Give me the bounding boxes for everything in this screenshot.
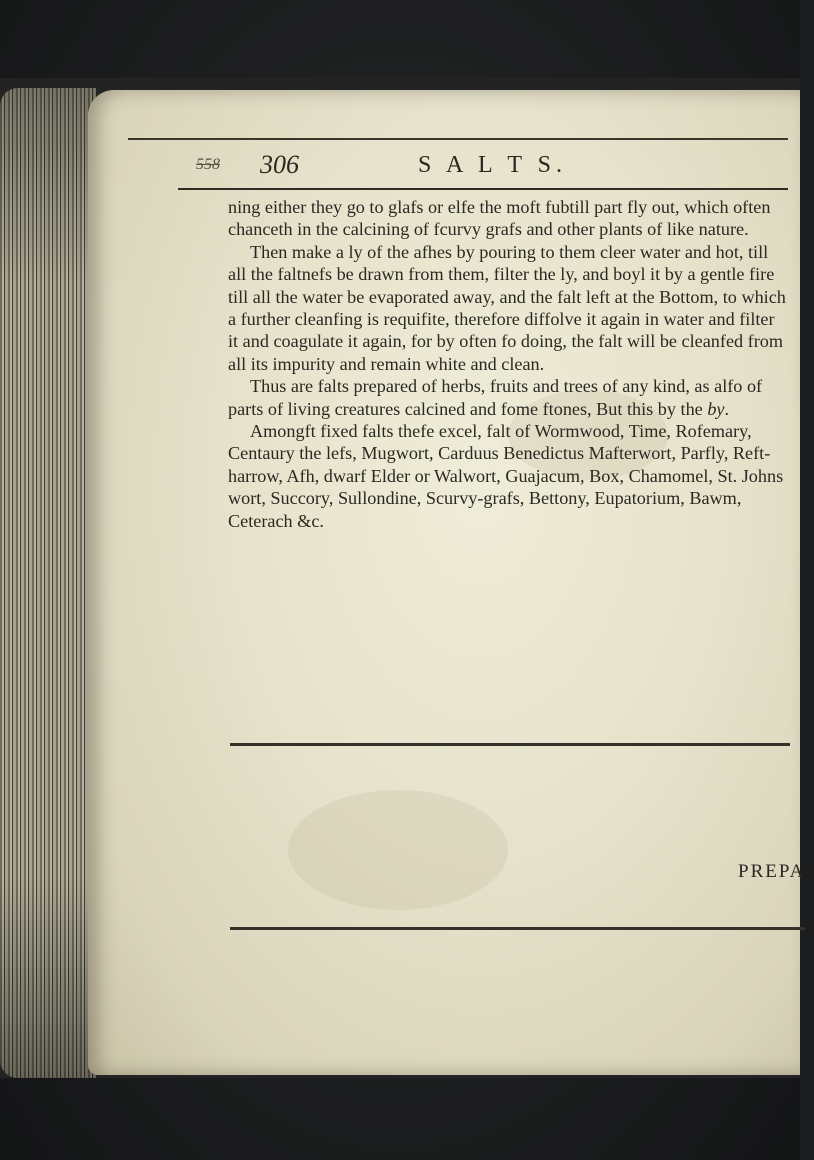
paragraph-4: Amongft fixed falts thefe excel, falt of Wormwood, Time, Rofemary, Centaury the lefs, Mugwort, Carduus Benedictus Mafterwort, Parfly, Reft-harrow, Afh, dwarf Elder or Walwort, Guajacum, Box, Chamomel, St. Johns wort, Succory, Sullondine, Scurvy-grafs, Bettony, Eupatorium, Bawm, Ceterach &c. <box>228 421 784 531</box>
paragraph-2: Then make a ly of the afhes by pouring to them cleer water and hot, till all the faltnefs be drawn from them, filter the ly, and boyl it by a gentle fire till all the water be evaporated away, and the falt left at the Bottom, to which a further cleanfing is requifite, therefore diffolve it again in water and filter it and coagulate it again, for by often fo doing, the falt will be cleanfed from all its impurity and remain white and clean. <box>228 241 786 374</box>
crossed-page-number: 558 <box>196 156 220 173</box>
footer-rule <box>230 927 805 930</box>
page-edges <box>0 88 96 1078</box>
paragraph-3 <box>228 375 788 420</box>
page-number: 306 <box>260 150 299 179</box>
book-page <box>88 90 814 1075</box>
header-rule <box>178 188 788 190</box>
header-rule-top <box>128 138 788 140</box>
paragraph-3-end: . <box>724 398 730 419</box>
paragraph-3-italic: by <box>707 398 725 419</box>
paragraph-3-text: Thus are falts prepared of herbs, fruits and trees of any kind, as alfo of parts of living creatures calcined and fome ftones, But this by the <box>228 376 763 419</box>
catchword: PREPA- <box>738 861 814 882</box>
paragraph-1: ning either they go to glafs or elfe the moft fubtill part fly out, which often chanceth in the calcining of fcurvy grafs and other plants of like nature. <box>228 197 771 240</box>
section-end-rule <box>230 743 790 746</box>
paper-stain <box>288 790 508 910</box>
running-head: S A L T S. <box>418 152 567 178</box>
body-text <box>228 196 788 532</box>
